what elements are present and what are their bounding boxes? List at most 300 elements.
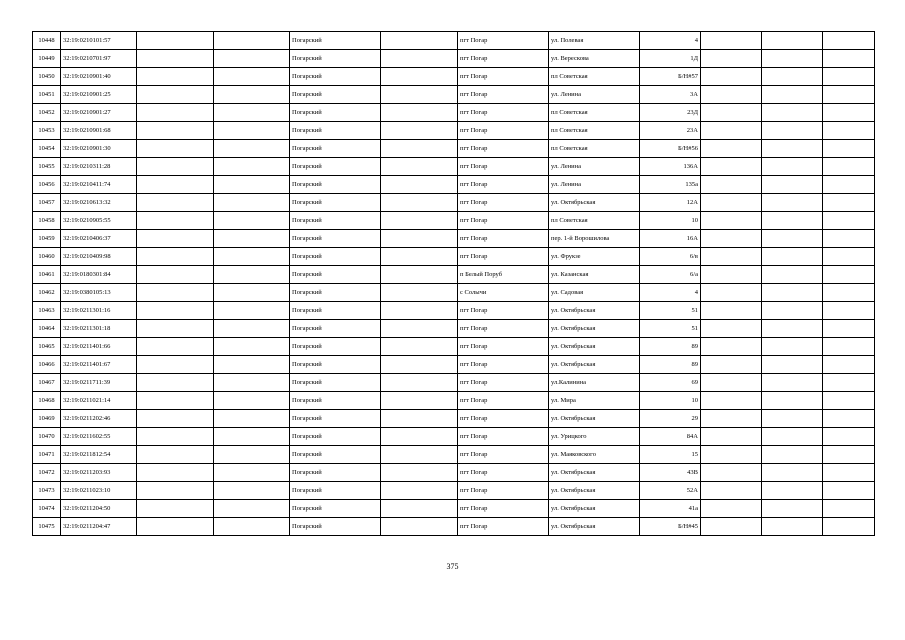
house-number-cell: 52А bbox=[640, 482, 701, 500]
empty-cell bbox=[137, 464, 214, 482]
empty-cell bbox=[137, 140, 214, 158]
empty-cell bbox=[762, 320, 823, 338]
locality-cell: пгт Погар bbox=[458, 140, 549, 158]
street-cell: ул. Мира bbox=[549, 392, 640, 410]
table-row bbox=[33, 68, 875, 86]
empty-cell bbox=[381, 500, 458, 518]
house-number-cell: 23А bbox=[640, 122, 701, 140]
empty-cell bbox=[701, 248, 762, 266]
cadastral-number-cell: 32:19:0211021:14 bbox=[61, 392, 137, 410]
street-cell: ул. Октябрьская bbox=[549, 320, 640, 338]
house-number-cell: 10 bbox=[640, 212, 701, 230]
district-cell: Погарский bbox=[290, 212, 381, 230]
empty-cell bbox=[381, 140, 458, 158]
table-body bbox=[33, 32, 875, 536]
empty-cell bbox=[137, 32, 214, 50]
row-number-cell: 10460 bbox=[33, 248, 61, 266]
empty-cell bbox=[381, 158, 458, 176]
empty-cell bbox=[137, 212, 214, 230]
table-row bbox=[33, 446, 875, 464]
cadastral-number-cell: 32:19:0210905:55 bbox=[61, 212, 137, 230]
locality-cell: пгт Погар bbox=[458, 374, 549, 392]
row-number-cell: 10469 bbox=[33, 410, 61, 428]
district-cell: Погарский bbox=[290, 356, 381, 374]
district-cell: Погарский bbox=[290, 50, 381, 68]
table-row bbox=[33, 266, 875, 284]
empty-cell bbox=[823, 68, 875, 86]
cadastral-number-cell: 32:19:0210901:30 bbox=[61, 140, 137, 158]
empty-cell bbox=[214, 320, 290, 338]
locality-cell: пгт Погар bbox=[458, 518, 549, 536]
street-cell: пл Советская bbox=[549, 212, 640, 230]
row-number-cell: 10467 bbox=[33, 374, 61, 392]
table-row bbox=[33, 392, 875, 410]
row-number-cell: 10451 bbox=[33, 86, 61, 104]
locality-cell: пгт Погар bbox=[458, 194, 549, 212]
empty-cell bbox=[137, 86, 214, 104]
empty-cell bbox=[762, 392, 823, 410]
empty-cell bbox=[701, 410, 762, 428]
house-number-cell: 43В bbox=[640, 464, 701, 482]
house-number-cell: Б/Н#45 bbox=[640, 518, 701, 536]
table-row bbox=[33, 410, 875, 428]
district-cell: Погарский bbox=[290, 140, 381, 158]
district-cell: Погарский bbox=[290, 482, 381, 500]
empty-cell bbox=[214, 194, 290, 212]
empty-cell bbox=[762, 464, 823, 482]
row-number-cell: 10466 bbox=[33, 356, 61, 374]
empty-cell bbox=[381, 338, 458, 356]
locality-cell: пгт Погар bbox=[458, 338, 549, 356]
row-number-cell: 10470 bbox=[33, 428, 61, 446]
district-cell: Погарский bbox=[290, 266, 381, 284]
district-cell: Погарский bbox=[290, 194, 381, 212]
empty-cell bbox=[701, 104, 762, 122]
empty-cell bbox=[381, 392, 458, 410]
table-row bbox=[33, 86, 875, 104]
locality-cell: пгт Погар bbox=[458, 158, 549, 176]
empty-cell bbox=[137, 68, 214, 86]
street-cell: пл Советская bbox=[549, 122, 640, 140]
locality-cell: пгт Погар bbox=[458, 122, 549, 140]
empty-cell bbox=[762, 86, 823, 104]
empty-cell bbox=[214, 140, 290, 158]
empty-cell bbox=[381, 122, 458, 140]
empty-cell bbox=[214, 248, 290, 266]
empty-cell bbox=[762, 428, 823, 446]
cadastral-number-cell: 32:19:0210901:40 bbox=[61, 68, 137, 86]
table-row bbox=[33, 500, 875, 518]
locality-cell: пгт Погар bbox=[458, 212, 549, 230]
table-row bbox=[33, 122, 875, 140]
district-cell: Погарский bbox=[290, 374, 381, 392]
street-cell: ул. Октябрьская bbox=[549, 302, 640, 320]
empty-cell bbox=[137, 356, 214, 374]
street-cell: ул.Калинина bbox=[549, 374, 640, 392]
empty-cell bbox=[381, 104, 458, 122]
empty-cell bbox=[381, 50, 458, 68]
empty-cell bbox=[823, 284, 875, 302]
district-cell: Погарский bbox=[290, 176, 381, 194]
street-cell: ул. Октябрьская bbox=[549, 356, 640, 374]
district-cell: Погарский bbox=[290, 392, 381, 410]
street-cell: ул. Ленина bbox=[549, 158, 640, 176]
empty-cell bbox=[701, 122, 762, 140]
locality-cell: п Белый Поруб bbox=[458, 266, 549, 284]
empty-cell bbox=[701, 446, 762, 464]
empty-cell bbox=[701, 374, 762, 392]
empty-cell bbox=[701, 284, 762, 302]
empty-cell bbox=[701, 320, 762, 338]
cadastral-number-cell: 32:19:0210406:37 bbox=[61, 230, 137, 248]
house-number-cell: 51 bbox=[640, 302, 701, 320]
table-row bbox=[33, 338, 875, 356]
table-row bbox=[33, 248, 875, 266]
district-cell: Погарский bbox=[290, 428, 381, 446]
empty-cell bbox=[762, 446, 823, 464]
district-cell: Погарский bbox=[290, 464, 381, 482]
empty-cell bbox=[823, 338, 875, 356]
row-number-cell: 10472 bbox=[33, 464, 61, 482]
empty-cell bbox=[762, 176, 823, 194]
empty-cell bbox=[214, 464, 290, 482]
house-number-cell: Б/Н#57 bbox=[640, 68, 701, 86]
empty-cell bbox=[823, 194, 875, 212]
cadastral-number-cell: 32:19:0211301:16 bbox=[61, 302, 137, 320]
empty-cell bbox=[381, 482, 458, 500]
locality-cell: пгт Погар bbox=[458, 356, 549, 374]
empty-cell bbox=[823, 50, 875, 68]
empty-cell bbox=[701, 500, 762, 518]
empty-cell bbox=[762, 482, 823, 500]
district-cell: Погарский bbox=[290, 500, 381, 518]
table-row bbox=[33, 320, 875, 338]
locality-cell: пгт Погар bbox=[458, 86, 549, 104]
empty-cell bbox=[701, 338, 762, 356]
empty-cell bbox=[137, 500, 214, 518]
empty-cell bbox=[214, 68, 290, 86]
empty-cell bbox=[381, 266, 458, 284]
cadastral-number-cell: 32:19:0180301:84 bbox=[61, 266, 137, 284]
empty-cell bbox=[381, 302, 458, 320]
table-row bbox=[33, 104, 875, 122]
empty-cell bbox=[214, 374, 290, 392]
empty-cell bbox=[214, 482, 290, 500]
street-cell: ул. Фрукзе bbox=[549, 248, 640, 266]
empty-cell bbox=[701, 518, 762, 536]
table-row bbox=[33, 50, 875, 68]
district-cell: Погарский bbox=[290, 284, 381, 302]
cadastral-number-cell: 32:19:0211204:50 bbox=[61, 500, 137, 518]
table-row bbox=[33, 464, 875, 482]
empty-cell bbox=[214, 338, 290, 356]
district-cell: Погарский bbox=[290, 248, 381, 266]
empty-cell bbox=[762, 248, 823, 266]
table-row bbox=[33, 518, 875, 536]
empty-cell bbox=[701, 176, 762, 194]
row-number-cell: 10465 bbox=[33, 338, 61, 356]
table-row bbox=[33, 158, 875, 176]
empty-cell bbox=[137, 482, 214, 500]
empty-cell bbox=[381, 230, 458, 248]
empty-cell bbox=[701, 266, 762, 284]
empty-cell bbox=[137, 230, 214, 248]
empty-cell bbox=[381, 356, 458, 374]
empty-cell bbox=[214, 266, 290, 284]
empty-cell bbox=[381, 194, 458, 212]
empty-cell bbox=[762, 284, 823, 302]
cadastral-number-cell: 32:19:0210411:74 bbox=[61, 176, 137, 194]
empty-cell bbox=[823, 392, 875, 410]
empty-cell bbox=[701, 68, 762, 86]
district-cell: Погарский bbox=[290, 446, 381, 464]
house-number-cell: 89 bbox=[640, 356, 701, 374]
street-cell: ул. Урицкого bbox=[549, 428, 640, 446]
house-number-cell: 10 bbox=[640, 392, 701, 410]
empty-cell bbox=[701, 392, 762, 410]
cadastral-number-cell: 32:19:0211023:10 bbox=[61, 482, 137, 500]
locality-cell: пгт Погар bbox=[458, 32, 549, 50]
district-cell: Погарский bbox=[290, 410, 381, 428]
district-cell: Погарский bbox=[290, 320, 381, 338]
empty-cell bbox=[214, 86, 290, 104]
district-cell: Погарский bbox=[290, 32, 381, 50]
street-cell: ул. Казанская bbox=[549, 266, 640, 284]
street-cell: ул. Верескова bbox=[549, 50, 640, 68]
empty-cell bbox=[214, 500, 290, 518]
empty-cell bbox=[137, 374, 214, 392]
cadastral-number-cell: 32:19:0210311:28 bbox=[61, 158, 137, 176]
empty-cell bbox=[823, 302, 875, 320]
empty-cell bbox=[381, 464, 458, 482]
house-number-cell: 4 bbox=[640, 284, 701, 302]
empty-cell bbox=[137, 428, 214, 446]
district-cell: Погарский bbox=[290, 338, 381, 356]
empty-cell bbox=[137, 392, 214, 410]
cadastral-number-cell: 32:19:0380105:13 bbox=[61, 284, 137, 302]
row-number-cell: 10454 bbox=[33, 140, 61, 158]
empty-cell bbox=[214, 356, 290, 374]
empty-cell bbox=[137, 194, 214, 212]
empty-cell bbox=[823, 374, 875, 392]
table-row bbox=[33, 32, 875, 50]
row-number-cell: 10459 bbox=[33, 230, 61, 248]
cadastral-number-cell: 32:19:0210901:27 bbox=[61, 104, 137, 122]
cadastral-number-cell: 32:19:0211301:18 bbox=[61, 320, 137, 338]
house-number-cell: 135а bbox=[640, 176, 701, 194]
row-number-cell: 10450 bbox=[33, 68, 61, 86]
empty-cell bbox=[701, 194, 762, 212]
locality-cell: пгт Погар bbox=[458, 302, 549, 320]
empty-cell bbox=[214, 32, 290, 50]
empty-cell bbox=[137, 266, 214, 284]
empty-cell bbox=[823, 158, 875, 176]
cadastral-number-cell: 32:19:0211602:55 bbox=[61, 428, 137, 446]
row-number-cell: 10463 bbox=[33, 302, 61, 320]
locality-cell: пгт Погар bbox=[458, 320, 549, 338]
house-number-cell: 29 bbox=[640, 410, 701, 428]
empty-cell bbox=[762, 518, 823, 536]
empty-cell bbox=[381, 518, 458, 536]
row-number-cell: 10448 bbox=[33, 32, 61, 50]
table-row bbox=[33, 212, 875, 230]
table-row bbox=[33, 428, 875, 446]
street-cell: ул. Полевая bbox=[549, 32, 640, 50]
empty-cell bbox=[137, 284, 214, 302]
street-cell: пл Советская bbox=[549, 140, 640, 158]
empty-cell bbox=[137, 446, 214, 464]
row-number-cell: 10461 bbox=[33, 266, 61, 284]
district-cell: Погарский bbox=[290, 104, 381, 122]
empty-cell bbox=[214, 284, 290, 302]
empty-cell bbox=[762, 230, 823, 248]
house-number-cell: 136А bbox=[640, 158, 701, 176]
empty-cell bbox=[823, 410, 875, 428]
empty-cell bbox=[214, 50, 290, 68]
empty-cell bbox=[823, 320, 875, 338]
empty-cell bbox=[214, 212, 290, 230]
register-table bbox=[32, 31, 875, 536]
locality-cell: пгт Погар bbox=[458, 428, 549, 446]
house-number-cell: 4 bbox=[640, 32, 701, 50]
empty-cell bbox=[214, 410, 290, 428]
empty-cell bbox=[137, 50, 214, 68]
row-number-cell: 10474 bbox=[33, 500, 61, 518]
table-row bbox=[33, 194, 875, 212]
row-number-cell: 10464 bbox=[33, 320, 61, 338]
district-cell: Погарский bbox=[290, 122, 381, 140]
locality-cell: пгт Погар bbox=[458, 230, 549, 248]
empty-cell bbox=[381, 410, 458, 428]
empty-cell bbox=[762, 266, 823, 284]
empty-cell bbox=[823, 176, 875, 194]
empty-cell bbox=[137, 302, 214, 320]
empty-cell bbox=[137, 248, 214, 266]
empty-cell bbox=[701, 302, 762, 320]
empty-cell bbox=[823, 140, 875, 158]
empty-cell bbox=[762, 338, 823, 356]
locality-cell: пгт Погар bbox=[458, 482, 549, 500]
street-cell: пл Советская bbox=[549, 104, 640, 122]
house-number-cell: 16А bbox=[640, 230, 701, 248]
table-row bbox=[33, 230, 875, 248]
house-number-cell: 12А bbox=[640, 194, 701, 212]
empty-cell bbox=[823, 248, 875, 266]
street-cell: ул. Октябрьская bbox=[549, 500, 640, 518]
empty-cell bbox=[381, 446, 458, 464]
empty-cell bbox=[381, 428, 458, 446]
empty-cell bbox=[214, 302, 290, 320]
empty-cell bbox=[381, 86, 458, 104]
house-number-cell: 6/а bbox=[640, 266, 701, 284]
cadastral-number-cell: 32:19:0210409:98 bbox=[61, 248, 137, 266]
empty-cell bbox=[762, 32, 823, 50]
empty-cell bbox=[823, 428, 875, 446]
empty-cell bbox=[701, 50, 762, 68]
empty-cell bbox=[701, 86, 762, 104]
table-row bbox=[33, 302, 875, 320]
empty-cell bbox=[214, 392, 290, 410]
row-number-cell: 10452 bbox=[33, 104, 61, 122]
locality-cell: пгт Погар bbox=[458, 176, 549, 194]
cadastral-number-cell: 32:19:0210613:32 bbox=[61, 194, 137, 212]
street-cell: ул. Октябрьская bbox=[549, 464, 640, 482]
table-row bbox=[33, 356, 875, 374]
street-cell: ул. Октябрьская bbox=[549, 338, 640, 356]
empty-cell bbox=[823, 86, 875, 104]
empty-cell bbox=[823, 32, 875, 50]
district-cell: Погарский bbox=[290, 518, 381, 536]
house-number-cell: 51 bbox=[640, 320, 701, 338]
empty-cell bbox=[701, 356, 762, 374]
empty-cell bbox=[762, 122, 823, 140]
empty-cell bbox=[762, 410, 823, 428]
cadastral-number-cell: 32:19:0211401:67 bbox=[61, 356, 137, 374]
empty-cell bbox=[137, 320, 214, 338]
district-cell: Погарский bbox=[290, 86, 381, 104]
empty-cell bbox=[214, 230, 290, 248]
street-cell: ул. Октябрьская bbox=[549, 410, 640, 428]
street-cell: ул. Ленина bbox=[549, 176, 640, 194]
locality-cell: с Солычи bbox=[458, 284, 549, 302]
empty-cell bbox=[137, 410, 214, 428]
table-row bbox=[33, 140, 875, 158]
street-cell: ул. Маяковского bbox=[549, 446, 640, 464]
empty-cell bbox=[823, 104, 875, 122]
page-number: 375 bbox=[446, 562, 459, 571]
empty-cell bbox=[823, 212, 875, 230]
row-number-cell: 10458 bbox=[33, 212, 61, 230]
street-cell: пл Советская bbox=[549, 68, 640, 86]
house-number-cell: 3А bbox=[640, 86, 701, 104]
locality-cell: пгт Погар bbox=[458, 446, 549, 464]
row-number-cell: 10456 bbox=[33, 176, 61, 194]
empty-cell bbox=[381, 32, 458, 50]
district-cell: Погарский bbox=[290, 68, 381, 86]
empty-cell bbox=[701, 140, 762, 158]
row-number-cell: 10449 bbox=[33, 50, 61, 68]
table-row bbox=[33, 284, 875, 302]
empty-cell bbox=[381, 248, 458, 266]
locality-cell: пгт Погар bbox=[458, 104, 549, 122]
empty-cell bbox=[823, 230, 875, 248]
empty-cell bbox=[762, 68, 823, 86]
cadastral-number-cell: 32:19:0211202:46 bbox=[61, 410, 137, 428]
street-cell: ул. Октябрьская bbox=[549, 518, 640, 536]
empty-cell bbox=[137, 122, 214, 140]
empty-cell bbox=[214, 122, 290, 140]
row-number-cell: 10473 bbox=[33, 482, 61, 500]
empty-cell bbox=[214, 176, 290, 194]
house-number-cell: 89 bbox=[640, 338, 701, 356]
district-cell: Погарский bbox=[290, 302, 381, 320]
row-number-cell: 10468 bbox=[33, 392, 61, 410]
locality-cell: пгт Погар bbox=[458, 410, 549, 428]
empty-cell bbox=[762, 158, 823, 176]
table-row bbox=[33, 176, 875, 194]
table-row bbox=[33, 482, 875, 500]
empty-cell bbox=[137, 176, 214, 194]
empty-cell bbox=[701, 32, 762, 50]
empty-cell bbox=[214, 446, 290, 464]
cadastral-number-cell: 32:19:0210101:57 bbox=[61, 32, 137, 50]
empty-cell bbox=[823, 266, 875, 284]
empty-cell bbox=[823, 482, 875, 500]
empty-cell bbox=[762, 104, 823, 122]
house-number-cell: Б/Н#56 bbox=[640, 140, 701, 158]
empty-cell bbox=[381, 374, 458, 392]
street-cell: ул. Октябрьская bbox=[549, 482, 640, 500]
